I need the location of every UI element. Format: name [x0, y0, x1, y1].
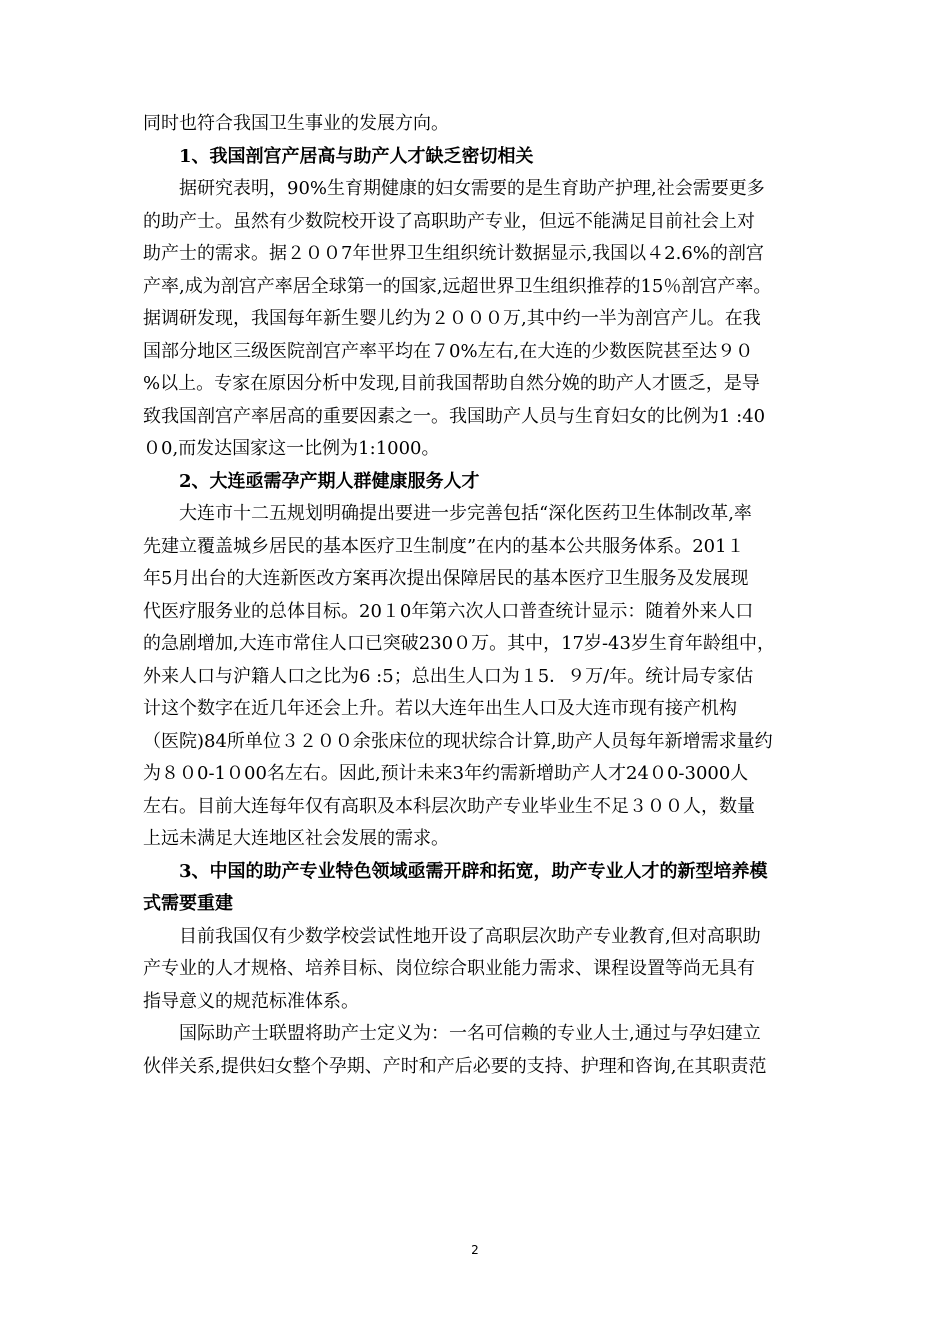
paragraph-line: 致我国剖宫产率居高的重要因素之一。我国助产人员与生育妇女的比例为1 :40 [143, 405, 766, 427]
section-heading-line: 3、中国的助产专业特色领域亟需开辟和拓宽，助产专业人才的新型培养模 [179, 860, 768, 882]
section-heading-line: 1、我国剖宫产居高与助产人才缺乏密切相关 [179, 145, 534, 167]
paragraph-line: 据调研发现，我国每年新生婴儿约为２０００万,其中约一半为剖宫产儿。在我 [143, 308, 761, 329]
paragraph-line: 的急剧增加,大连市常住人口已突破230０万。其中，17岁-43岁生育年龄组中， [143, 633, 775, 654]
paragraph-line: 的助产士。虽然有少数院校开设了高职助产专业，但远不能满足目前社会上对 [143, 210, 755, 232]
paragraph-line: 国部分地区三级医院剖宫产率平均在７0%左右,在大连的少数医院甚至达９０ [143, 340, 754, 362]
paragraph-line: 据研究表明，90%生育期健康的妇女需要的是生育助产护理,社会需要更多 [179, 178, 765, 199]
section-heading-line: 2、大连亟需孕产期人群健康服务人才 [179, 470, 480, 492]
paragraph-line: %以上。专家在原因分析中发现,目前我国帮助自然分娩的助产人才匮乏，是导 [143, 373, 760, 394]
paragraph-line: 为８０0-1０00名左右。因此,预计未来3年约需新增助产人才24０0-3000人 [143, 763, 749, 784]
page-number: 2 [471, 1243, 479, 1257]
paragraph-line: 上远未满足大连地区社会发展的需求。 [143, 828, 449, 849]
document-body [143, 108, 813, 1083]
paragraph-line: 指导意义的规范标准体系。 [143, 990, 359, 1012]
section-heading-line: 式需要重建 [143, 893, 233, 914]
paragraph-line: 先建立覆盖城乡居民的基本医疗卫生制度”在内的基本公共服务体系。201１ [143, 535, 745, 557]
paragraph-line: 计这个数字在近几年还会上升。若以大连年出生人口及大连市现有接产机构 [143, 698, 737, 719]
paragraph-line: 大连市十二五规划明确提出要进一步完善包括“深化医药卫生体制改革,率 [179, 503, 752, 524]
paragraph-line: 年5月出台的大连新医改方案再次提出保障居民的基本医疗卫生服务及发展现 [143, 568, 749, 589]
paragraph-line: 伙伴关系,提供妇女整个孕期、产时和产后必要的支持、护理和咨询,在其职责范 [143, 1055, 767, 1077]
paragraph-line: 产专业的人才规格、培养目标、岗位综合职业能力需求、课程设置等尚无具有 [143, 958, 755, 979]
paragraph-line: 助产士的需求。据２００7年世界卫生组织统计数据显示,我国以４2.6%的剖宫 [143, 243, 764, 264]
paragraph-line: 左右。目前大连每年仅有高职及本科层次助产专业毕业生不足３００人，数量 [143, 795, 755, 817]
paragraph-line: 国际助产士联盟将助产士定义为：一名可信赖的专业人士,通过与孕妇建立 [179, 1023, 761, 1044]
paragraph-line: 目前我国仅有少数学校尝试性地开设了高职层次助产专业教育,但对高职助 [179, 925, 761, 947]
paragraph-line: 代医疗服务业的总体目标。20１0年第六次人口普查统计显示：随着外来人口 [143, 600, 754, 622]
paragraph-line: 外来人口与沪籍人口之比为6 :5；总出生人口为１5．９万/年。统计局专家估 [143, 665, 754, 687]
paragraph-line: 产率,成为剖宫产率居全球第一的国家,远超世界卫生组织推荐的15％剖宫产率。 [143, 275, 772, 297]
paragraph-line: ０0,而发达国家这一比例为1:1000。 [143, 438, 440, 459]
paragraph-line: 同时也符合我国卫生事业的发展方向。 [143, 113, 449, 134]
paragraph-line: （医院)84所单位３２００余张床位的现状综合计算,助产人员每年新增需求量约 [143, 730, 773, 752]
